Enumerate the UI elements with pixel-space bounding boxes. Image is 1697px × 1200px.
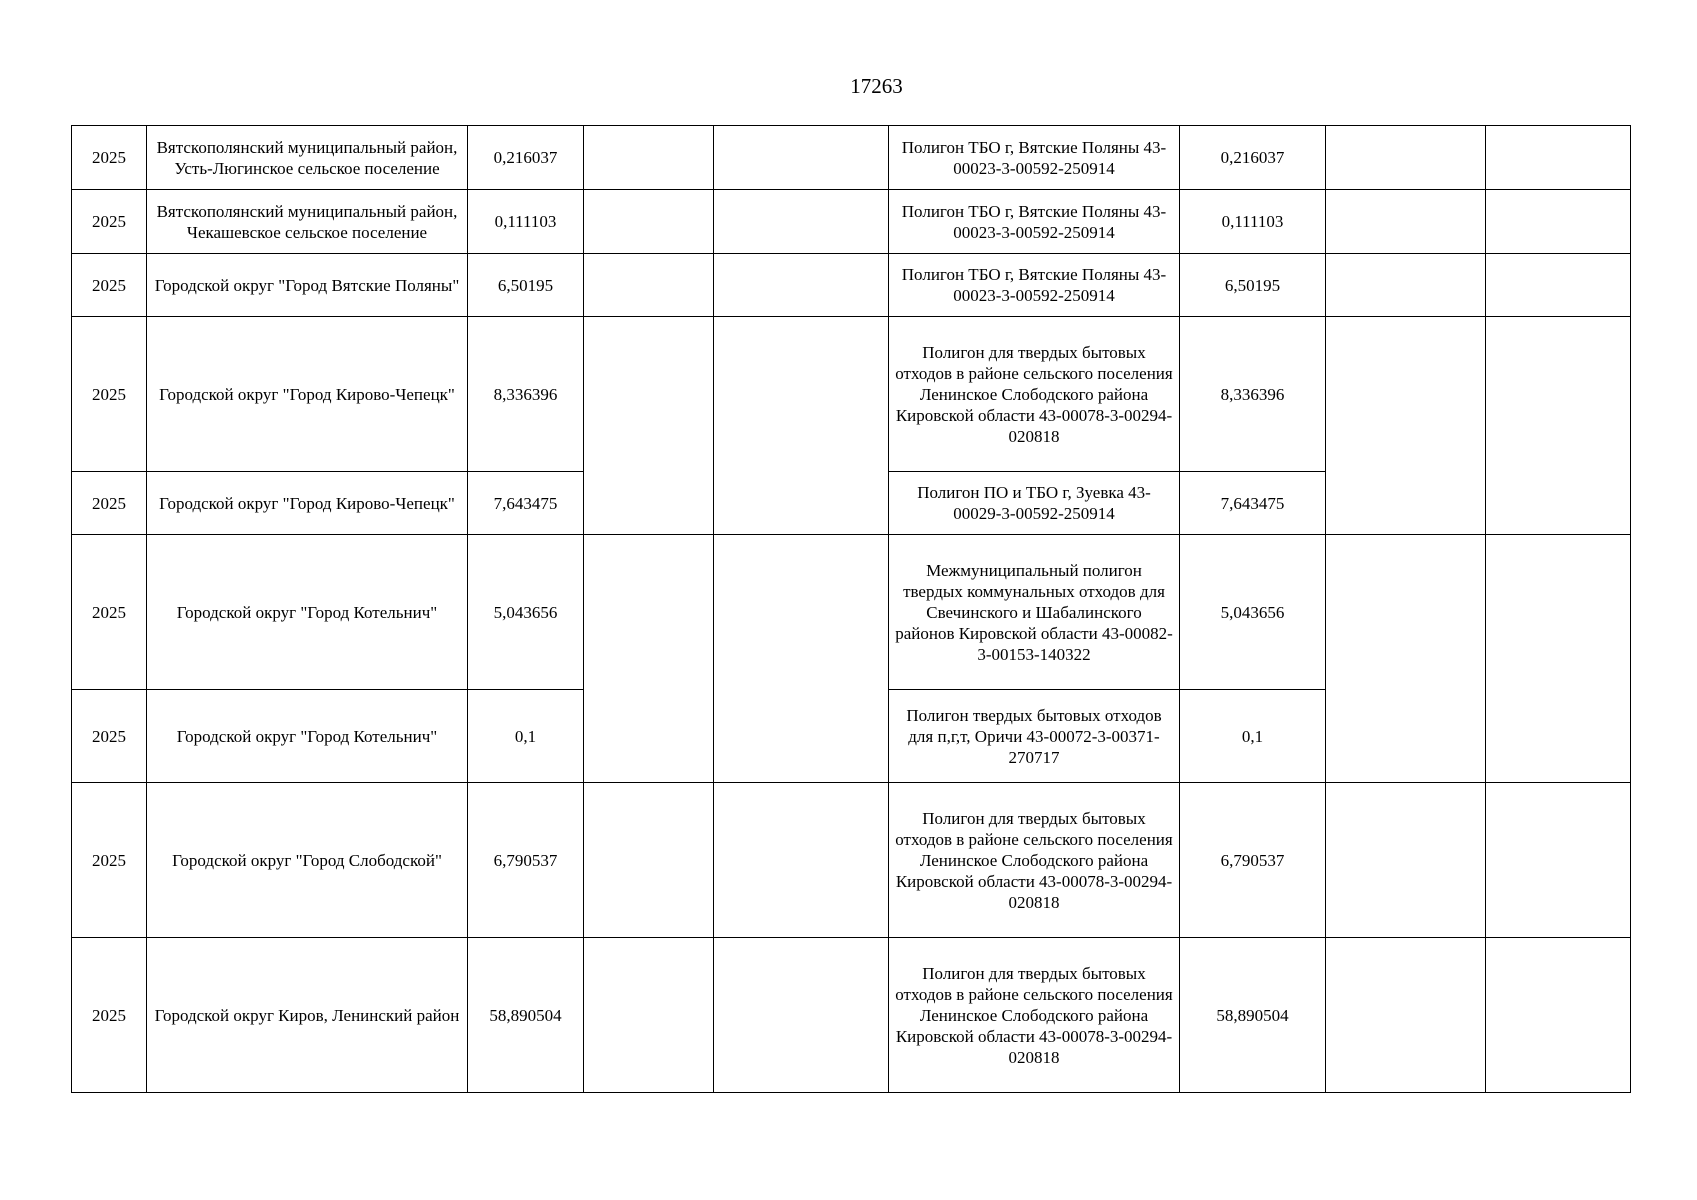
table-row xyxy=(72,254,1631,317)
territory-cell: Городской округ "Город Вятские Поляны" xyxy=(147,254,468,317)
empty-cell xyxy=(1486,535,1631,783)
territory-cell: Городской округ "Город Котельнич" xyxy=(147,690,468,783)
empty-cell xyxy=(1486,126,1631,190)
mass-cell: 5,043656 xyxy=(468,535,584,690)
mass-cell: 6,50195 xyxy=(468,254,584,317)
territory-cell: Городской округ "Город Кирово-Чепецк" xyxy=(147,317,468,472)
mass-cell: 0,1 xyxy=(468,690,584,783)
mass-cell: 7,643475 xyxy=(468,472,584,535)
facility-mass-cell: 7,643475 xyxy=(1180,472,1326,535)
empty-cell xyxy=(584,190,714,254)
facility-cell: Полигон ТБО г, Вятские Поляны 43-00023-3-00592-250914 xyxy=(889,126,1180,190)
empty-cell xyxy=(1486,254,1631,317)
year-cell: 2025 xyxy=(72,938,147,1093)
table-row xyxy=(72,190,1631,254)
waste-flow-table xyxy=(71,125,1631,1093)
table-row xyxy=(72,535,1631,690)
year-cell: 2025 xyxy=(72,690,147,783)
facility-mass-cell: 0,111103 xyxy=(1180,190,1326,254)
empty-cell xyxy=(714,938,889,1093)
empty-cell xyxy=(714,254,889,317)
facility-mass-cell: 5,043656 xyxy=(1180,535,1326,690)
empty-cell xyxy=(714,535,889,783)
facility-cell: Межмуниципальный полигон твердых коммунальных отходов для Свечинского и Шабалинского районов Кировской области 43-00082-3-00153-140322 xyxy=(889,535,1180,690)
year-cell: 2025 xyxy=(72,472,147,535)
year-cell: 2025 xyxy=(72,317,147,472)
table-row xyxy=(72,126,1631,190)
empty-cell xyxy=(714,783,889,938)
facility-cell: Полигон для твердых бытовых отходов в районе сельского поселения Ленинское Слободского района Кировской области 43-00078-3-00294-020818 xyxy=(889,938,1180,1093)
facility-cell: Полигон для твердых бытовых отходов в районе сельского поселения Ленинское Слободского района Кировской области 43-00078-3-00294-020818 xyxy=(889,783,1180,938)
territory-cell: Вятскополянский муниципальный район, Усть-Люгинское сельское поселение xyxy=(147,126,468,190)
facility-mass-cell: 0,216037 xyxy=(1180,126,1326,190)
empty-cell xyxy=(584,783,714,938)
empty-cell xyxy=(1326,317,1486,535)
table-row xyxy=(72,783,1631,938)
table-row xyxy=(72,317,1631,472)
territory-cell: Городской округ Киров, Ленинский район xyxy=(147,938,468,1093)
facility-cell: Полигон ТБО г, Вятские Поляны 43-00023-3-00592-250914 xyxy=(889,254,1180,317)
empty-cell xyxy=(714,126,889,190)
empty-cell xyxy=(1486,783,1631,938)
year-cell: 2025 xyxy=(72,126,147,190)
territory-cell: Городской округ "Город Кирово-Чепецк" xyxy=(147,472,468,535)
page-number: 17263 xyxy=(850,74,903,98)
empty-cell xyxy=(1326,938,1486,1093)
empty-cell xyxy=(584,535,714,783)
facility-cell: Полигон ТБО г, Вятские Поляны 43-00023-3-00592-250914 xyxy=(889,190,1180,254)
facility-cell: Полигон ПО и ТБО г, Зуевка 43-00029-3-00592-250914 xyxy=(889,472,1180,535)
empty-cell xyxy=(1326,254,1486,317)
mass-cell: 58,890504 xyxy=(468,938,584,1093)
empty-cell xyxy=(1486,938,1631,1093)
territory-cell: Вятскополянский муниципальный район, Чекашевское сельское поселение xyxy=(147,190,468,254)
empty-cell xyxy=(1326,126,1486,190)
territory-cell: Городской округ "Город Котельнич" xyxy=(147,535,468,690)
empty-cell xyxy=(584,938,714,1093)
mass-cell: 8,336396 xyxy=(468,317,584,472)
empty-cell xyxy=(584,126,714,190)
empty-cell xyxy=(584,317,714,535)
year-cell: 2025 xyxy=(72,535,147,690)
facility-mass-cell: 58,890504 xyxy=(1180,938,1326,1093)
empty-cell xyxy=(714,317,889,535)
facility-mass-cell: 0,1 xyxy=(1180,690,1326,783)
facility-cell: Полигон твердых бытовых отходов для п,г,т, Оричи 43-00072-3-00371-270717 xyxy=(889,690,1180,783)
empty-cell xyxy=(1326,190,1486,254)
empty-cell xyxy=(1486,317,1631,535)
table-row xyxy=(72,938,1631,1093)
empty-cell xyxy=(1326,535,1486,783)
facility-cell: Полигон для твердых бытовых отходов в районе сельского поселения Ленинское Слободского района Кировской области 43-00078-3-00294-020818 xyxy=(889,317,1180,472)
mass-cell: 6,790537 xyxy=(468,783,584,938)
empty-cell xyxy=(584,254,714,317)
empty-cell xyxy=(1326,783,1486,938)
territory-cell: Городской округ "Город Слободской" xyxy=(147,783,468,938)
empty-cell xyxy=(714,190,889,254)
facility-mass-cell: 6,50195 xyxy=(1180,254,1326,317)
mass-cell: 0,111103 xyxy=(468,190,584,254)
facility-mass-cell: 6,790537 xyxy=(1180,783,1326,938)
year-cell: 2025 xyxy=(72,783,147,938)
year-cell: 2025 xyxy=(72,254,147,317)
facility-mass-cell: 8,336396 xyxy=(1180,317,1326,472)
mass-cell: 0,216037 xyxy=(468,126,584,190)
empty-cell xyxy=(1486,190,1631,254)
year-cell: 2025 xyxy=(72,190,147,254)
